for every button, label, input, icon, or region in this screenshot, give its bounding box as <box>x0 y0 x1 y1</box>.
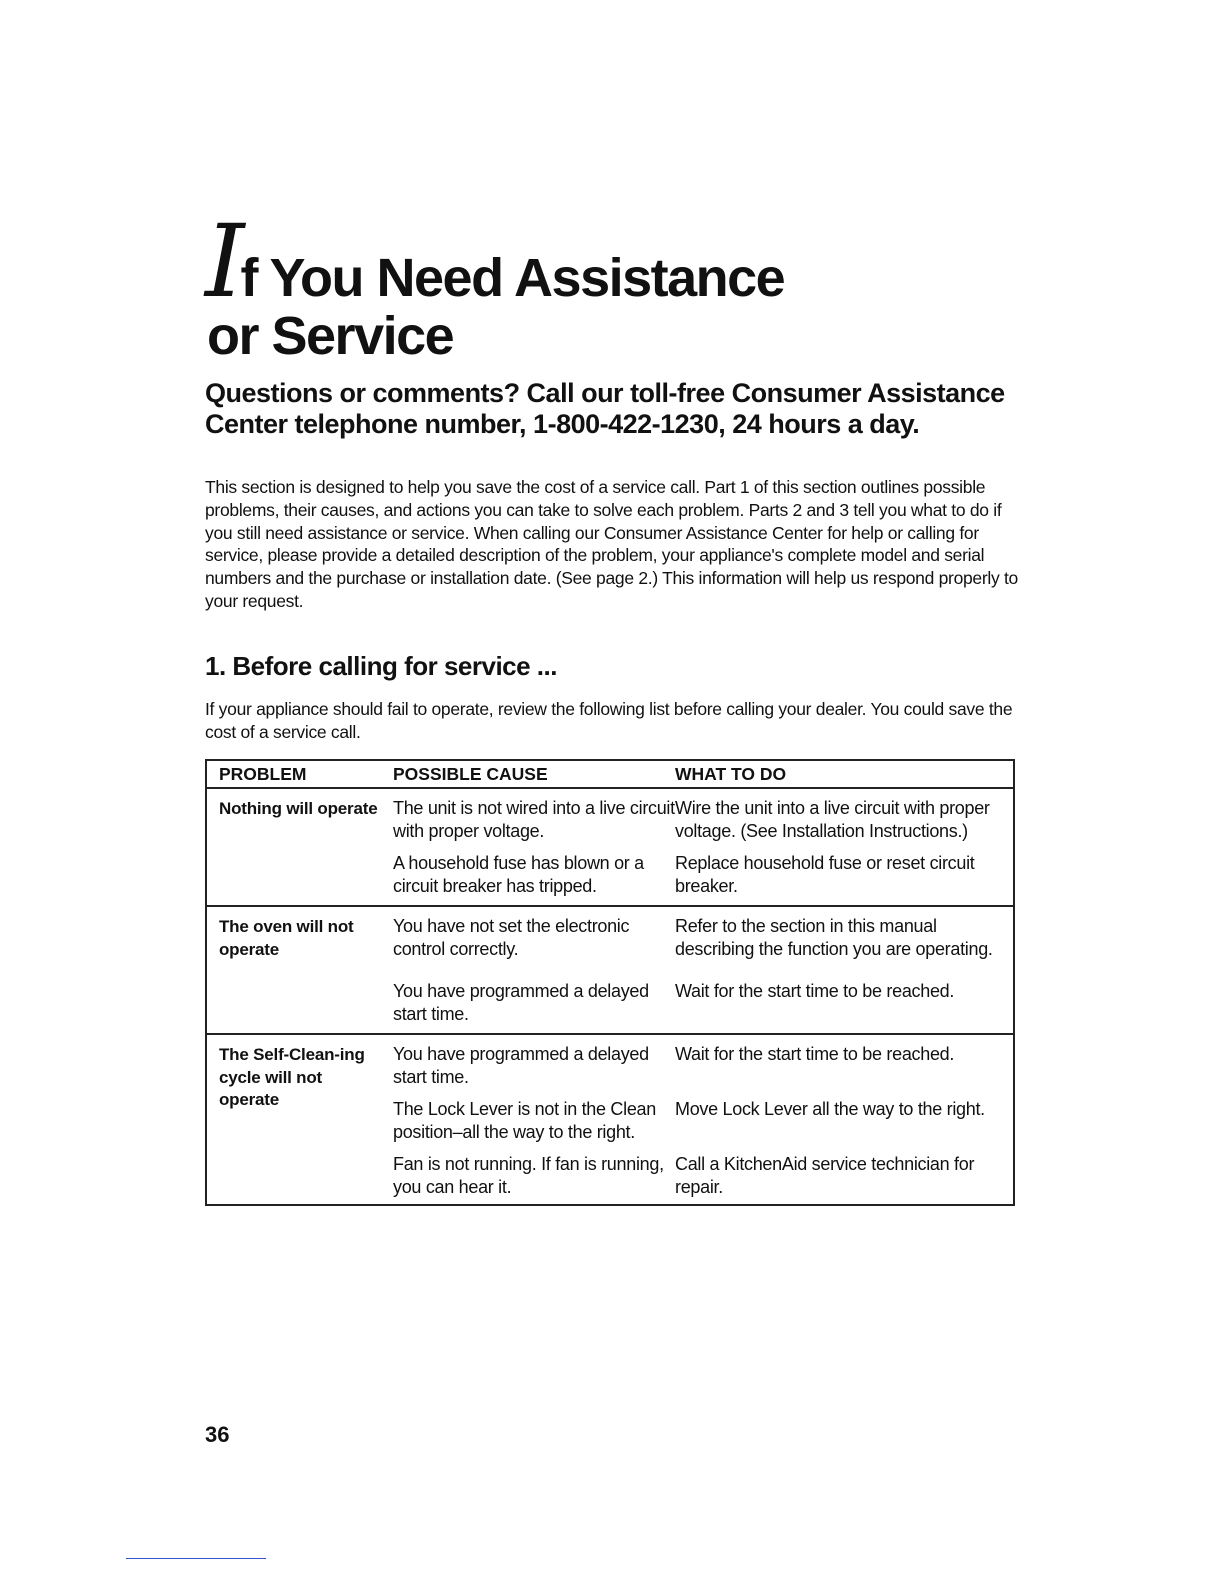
problem-group-self-clean-not-operate <box>207 1035 1013 1204</box>
intro-paragraph: This section is designed to help you save the cost of a service call. Part 1 of this section outlines possible problems, their causes, and actions you can take to solve each problem. Parts 2 and 3 tell you what to do if you still need assistance or service. When calling our Consumer Assistance Center for help or calling for service, please provide a detailed description of the problem, your appliance's complete model and serial numbers and the purchase or installation date. (See page 2.) This information will help us respond properly to your request. <box>205 477 1018 611</box>
action-cell: Move Lock Lever all the way to the right. <box>675 1099 985 1119</box>
title-drop-initial: I <box>205 203 241 320</box>
table-row <box>393 1153 1013 1198</box>
cause-cell: A household fuse has blown or a circuit breaker has tripped. <box>393 853 644 896</box>
action-cell: Wait for the start time to be reached. <box>675 981 955 1001</box>
page-title <box>205 203 1005 366</box>
title-line-1 <box>205 203 1005 320</box>
cause-cell: The Lock Lever is not in the Clean position–all the way to the right. <box>393 1099 656 1142</box>
footer-divider <box>126 1558 266 1559</box>
cause-cell: Fan is not running. If fan is running, you can hear it. <box>393 1154 664 1197</box>
header-problem: PROBLEM <box>219 764 307 784</box>
problem-label: The oven will not operate <box>219 917 354 959</box>
problem-label: Nothing will operate <box>219 799 378 818</box>
title-line-1-text: f You Need Assistance <box>240 248 785 308</box>
table-row <box>393 1043 1013 1088</box>
problem-label: The Self-Clean-ing cycle will not operate <box>219 1045 365 1109</box>
table-row <box>393 797 1013 842</box>
action-cell: Call a KitchenAid service technician for repair. <box>675 1154 975 1197</box>
header-possible-cause: POSSIBLE CAUSE <box>393 764 548 784</box>
section-heading: 1. Before calling for service ... <box>205 651 557 681</box>
action-cell: Wire the unit into a live circuit with proper voltage. (See Installation Instructions.) <box>675 798 990 841</box>
cause-cell: You have not set the electronic control correctly. <box>393 916 630 959</box>
troubleshooting-table <box>205 759 1015 1206</box>
cause-cell: You have programmed a delayed start time. <box>393 1044 649 1087</box>
table-header-row <box>207 761 1013 789</box>
problem-group-oven-not-operate <box>207 907 1013 1035</box>
cause-cell: The unit is not wired into a live circuit with proper voltage. <box>393 798 675 841</box>
problem-group-nothing-operates <box>207 789 1013 907</box>
cause-cell: You have programmed a delayed start time. <box>393 981 649 1024</box>
header-what-to-do: WHAT TO DO <box>675 764 787 784</box>
page-number: 36 <box>205 1422 230 1447</box>
section-intro: If your appliance should fail to operate, review the following list before calling your dealer. You could save the cost of a service call. <box>205 699 1013 742</box>
action-cell: Wait for the start time to be reached. <box>675 1044 955 1064</box>
table-row <box>393 980 1013 1025</box>
action-cell: Replace household fuse or reset circuit breaker. <box>675 853 975 896</box>
action-cell: Refer to the section in this manual describing the function you are operating. <box>675 916 993 959</box>
table-row <box>393 852 1013 897</box>
contact-subheading: Questions or comments? Call our toll-free Consumer Assistance Center telephone number, 1-800-422-1230, 24 hours a day. <box>205 378 1005 439</box>
table-row <box>393 915 1013 960</box>
title-line-2: or Service <box>207 306 454 366</box>
table-row <box>393 1098 1013 1143</box>
